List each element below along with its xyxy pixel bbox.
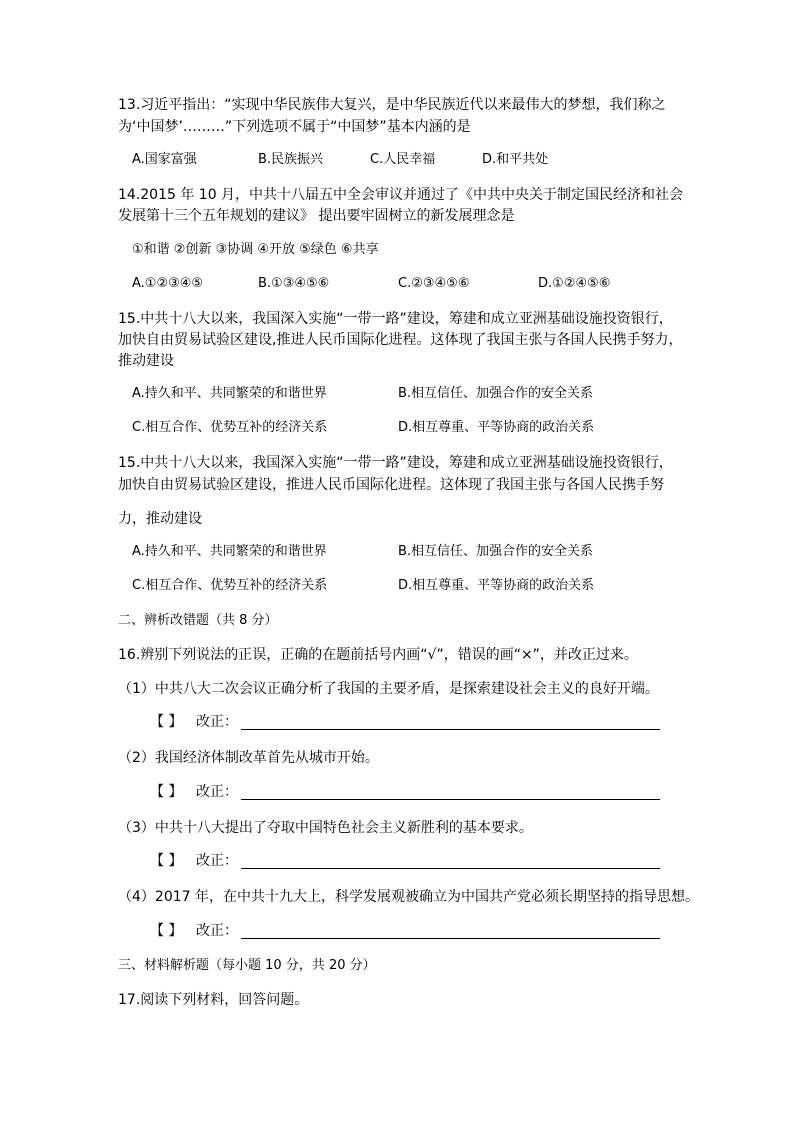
correction-label: 改正： [196,923,238,939]
q15b-stem-line3: 力，推动建设 [118,511,202,527]
answer-bracket[interactable]: 【 】 [150,784,183,800]
q15b-stem-line2: 加快自由贸易试验区建设，推进人民币国际化进程。这体现了我国主张与各国人民携手努 [118,477,664,493]
q15b-option-a[interactable]: A.持久和平、共同繁荣的和谐世界 [132,544,327,559]
section2-heading: 二、辨析改错题（共 8 分） [118,613,278,628]
q14-option-b[interactable]: B.①③④⑤⑥ [258,276,330,291]
q16-item-3: （3）中共十八大提出了夺取中国特色社会主义新胜利的基本要求。 [118,820,533,836]
correction-blank[interactable] [241,868,660,869]
q15a-stem-line3: 推动建设 [118,353,174,369]
q15a-option-c[interactable]: C.相互合作、优势互补的经济关系 [132,420,328,435]
answer-bracket[interactable]: 【 】 [150,714,183,730]
q14-option-c[interactable]: C.②③④⑤⑥ [398,276,470,291]
q16-item-2: （2）我国经济体制改革首先从城市开始。 [118,750,379,766]
q14-option-d[interactable]: D.①②④⑤⑥ [538,276,611,291]
q15b-option-d[interactable]: D.相互尊重、平等协商的政治关系 [398,578,595,593]
correction-label: 改正： [196,853,238,869]
q15a-stem-line2: 加快自由贸易试验区建设,推进人民币国际化进程。这体现了我国主张与各国人民携手努力， [118,332,683,348]
q15a-option-a[interactable]: A.持久和平、共同繁荣的和谐世界 [132,386,327,401]
answer-bracket[interactable]: 【 】 [150,853,183,869]
q15a-option-b[interactable]: B.相互信任、加强合作的安全关系 [398,386,594,401]
correction-blank[interactable] [241,799,660,800]
q17-intro: 17.阅读下列材料，回答问题。 [118,992,309,1008]
correction-label: 改正： [196,784,238,800]
correction-label: 改正： [196,714,238,730]
q15b-stem-line1: 15.中共十八大以来，我国深入实施“一带一路”建设，筹建和成立亚洲基础设施投资银行， [118,455,673,471]
q15a-stem-line1: 15.中共十八大以来，我国深入实施“一带一路”建设，筹建和成立亚洲基础设施投资银行， [118,311,673,327]
answer-bracket[interactable]: 【 】 [150,923,183,939]
q13-option-b[interactable]: B.民族振兴 [258,152,324,167]
q14-items: ①和谐 ②创新 ③协调 ④开放 ⑤绿色 ⑥共享 [132,242,379,257]
q14-stem-line2: 发展第十三个五年规划的建议》 提出要牢固树立的新发展理念是 [118,208,515,224]
correction-blank[interactable] [241,938,660,939]
q14-stem-line1: 14.2015 年 10 月，中共十八届五中全会审议并通过了《中共中央关于制定国民经济和社会 [118,187,684,203]
section3-heading: 三、材料解析题（每小题 10 分，共 20 分） [118,958,376,973]
correction-blank[interactable] [241,729,660,730]
q16-item-4: （4）2017 年，在中共十九大上，科学发展观被确立为中国共产党必须长期坚持的指导思想。 [118,889,699,905]
q13-stem-line1: 13.习近平指出：“实现中华民族伟大复兴，是中华民族近代以来最伟大的梦想，我们称之 [118,97,666,113]
q15b-option-b[interactable]: B.相互信任、加强合作的安全关系 [398,544,594,559]
q14-option-a[interactable]: A.①②③④⑤ [132,276,204,291]
q16-intro: 16.辨别下列说法的正误，正确的在题前括号内画“√”，错误的画“×”，并改正过来。 [118,647,638,663]
q16-item-1: （1）中共八大二次会议正确分析了我国的主要矛盾，是探索建设社会主义的良好开端。 [118,681,659,697]
q15a-option-d[interactable]: D.相互尊重、平等协商的政治关系 [398,420,595,435]
q13-option-d[interactable]: D.和平共处 [482,152,549,167]
q15b-option-c[interactable]: C.相互合作、优势互补的经济关系 [132,578,328,593]
q13-stem-line2: 为‘中国梦’………”下列选项不属于“中国梦”基本内涵的是 [118,119,471,135]
q13-option-a[interactable]: A.国家富强 [132,152,197,167]
q13-option-c[interactable]: C.人民幸福 [370,152,436,167]
